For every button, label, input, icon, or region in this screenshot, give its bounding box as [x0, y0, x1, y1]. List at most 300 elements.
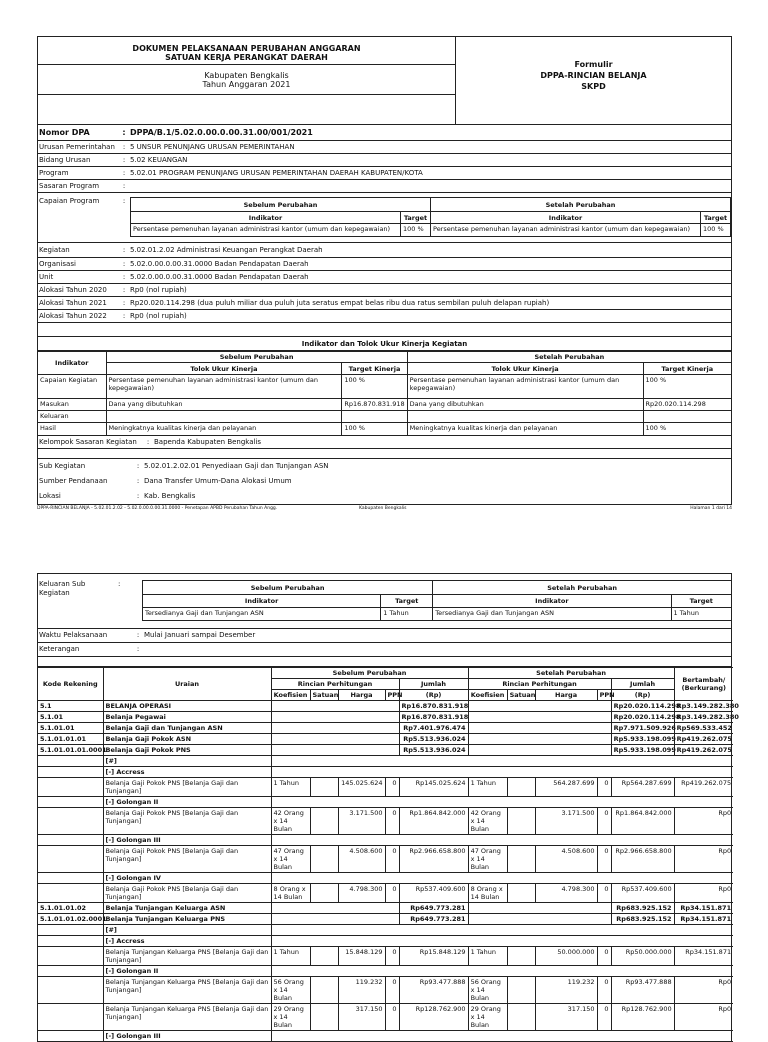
indikator-header: Indikator: [131, 212, 401, 224]
alokasi-2021-row: Alokasi Tahun 2021 : Rp20.020.114.298 (dua puluh miliar dua puluh juta seratus empat belas ribu dua ratus sembilan puluh delapan rupiah): [38, 297, 731, 310]
cell-ja: Rp93.477.888: [611, 977, 674, 1004]
cell-empty: [468, 712, 611, 723]
cell-jb: Rp15.848.129: [399, 947, 468, 966]
kinerja-row: [38, 375, 731, 399]
table-row: [38, 712, 733, 723]
nomor-dpa-row: Nomor DPA : DPPA/B.1/5.02.0.00.0.00.31.00/001/2021: [38, 125, 731, 141]
capaian-program-row: Capaian Program : Sebelum Perubahan Setelah Perubahan Indikator Target Indikator Target Persentase pemenuhan layanan administrasi kantor (umum dan kepegawaian) 100 % Persentase pemenuhan layanan administrasi kantor (umum dan kepegawaian) 100 %: [38, 193, 731, 243]
kinerja-indikator: Keluaran: [38, 411, 106, 423]
kinerja-tolok-after: Dana yang dibutuhkan: [407, 399, 643, 411]
jumlah-header: Jumlah: [399, 679, 468, 690]
cell-empty: [507, 947, 535, 966]
kinerja-tolok-after: [407, 411, 643, 423]
rp-header: (Rp): [399, 690, 468, 701]
koefisien-header: Koefisien: [468, 690, 507, 701]
alokasi-2022-row: Alokasi Tahun 2022 : Rp0 (nol rupiah): [38, 310, 731, 323]
kegiatan-row: Kegiatan : 5.02.01.2.02 Administrasi Keuangan Perangkat Daerah: [38, 243, 731, 258]
document-title: [38, 37, 455, 65]
sumber-row: Sumber Pendanaan : Dana Transfer Umum-Dana Alokasi Umum: [38, 474, 731, 489]
program-value: 5.02.01 PROGRAM PENUNJANG URUSAN PEMERINTAHAN DAERAH KABUPATEN/KOTA: [130, 168, 423, 177]
cell-hb: 3.171.500: [338, 808, 385, 835]
cell-empty: [507, 1004, 535, 1031]
cell-ur: [-] Golongan III: [103, 1031, 271, 1042]
cell-ka: 1 Tahun: [468, 778, 507, 797]
cell-pb: 0: [385, 846, 399, 873]
table-row: [38, 756, 733, 767]
lokasi-value: Kab. Bengkalis: [144, 492, 196, 500]
kinerja-indikator: Capaian Kegiatan: [38, 375, 106, 399]
rincian-perhitungan-header: Rincian Perhitungan: [271, 679, 399, 690]
cell-ur: Belanja Tunjangan Keluarga PNS [Belanja Gaji dan Tunjangan]: [103, 947, 271, 966]
keluaran-target-header: Target: [671, 595, 731, 608]
table-row: [38, 903, 733, 914]
kinerja-target-before: 100 %: [342, 375, 407, 399]
cell-d: Rp569.533.452: [674, 723, 733, 734]
keluaran-target-before: 1 Tahun: [381, 608, 433, 621]
cell-ur: Belanja Pegawai: [103, 712, 271, 723]
cell-pa: 0: [597, 1004, 611, 1031]
sumber-value: Dana Transfer Umum-Dana Alokasi Umum: [144, 477, 292, 485]
program-row: Program : 5.02.01 PROGRAM PENUNJANG URUSAN PEMERINTAHAN DAERAH KABUPATEN/KOTA: [38, 167, 731, 180]
cell-empty: [38, 947, 103, 966]
keluaran-table: [142, 580, 731, 621]
cell-empty: [507, 808, 535, 835]
cell-ka: 29 Orang x 14 Bulan: [468, 1004, 507, 1031]
cell-ur: Belanja Tunjangan Keluarga PNS [Belanja Gaji dan Tunjangan]: [103, 977, 271, 1004]
cell-empty: [468, 914, 611, 925]
cell-empty: [271, 734, 399, 745]
cell-kode: 5.1: [38, 701, 103, 712]
cell-jb: Rp537.409.600: [399, 884, 468, 903]
form-label: Formulir: [574, 60, 613, 69]
cell-ja: Rp683.925.152: [611, 914, 674, 925]
cell-empty: [38, 1031, 103, 1042]
cell-ha: 564.287.699: [535, 778, 597, 797]
cell-pb: 0: [385, 1004, 399, 1031]
target-kinerja-header: Target Kinerja: [342, 363, 407, 375]
cell-ka: 1 Tahun: [468, 947, 507, 966]
cell-ur: [#]: [103, 925, 271, 936]
rp-header: (Rp): [611, 690, 674, 701]
capaian-label: Capaian Program: [39, 197, 100, 205]
target-kinerja-header: Target Kinerja: [643, 363, 731, 375]
table-row: [38, 808, 733, 835]
lokasi-row: Lokasi : Kab. Bengkalis: [38, 489, 731, 504]
footer-mid: Kabupaten Bengkalis: [359, 506, 407, 511]
form-name: DPPA-RINCIAN BELANJA: [540, 71, 647, 80]
cell-empty: [38, 966, 103, 977]
cell-ur: [-] Accress: [103, 936, 271, 947]
cell-ja: Rp5.933.198.099: [611, 734, 674, 745]
cell-empty: [38, 835, 103, 846]
cell-jb: Rp16.870.831.918: [399, 712, 468, 723]
cell-ja: Rp5.933.198.099: [611, 745, 674, 756]
cell-empty: [38, 756, 103, 767]
rincian-perhitungan-header: Rincian Perhitungan: [468, 679, 611, 690]
cell-kb: 1 Tahun: [271, 947, 310, 966]
alokasi-2020-value: Rp0 (nol rupiah): [130, 285, 187, 294]
cell-d: Rp0: [674, 808, 733, 835]
rincian-sebelum-header: Sebelum Perubahan: [271, 668, 468, 679]
waktu-row: Waktu Pelaksanaan : Mulai Januari sampai Desember: [38, 629, 731, 643]
fiscal-year: Tahun Anggaran 2021: [202, 79, 291, 89]
footer-right: Halaman 1 dari 14: [690, 506, 732, 511]
cell-kb: 47 Orang x 14 Bulan: [271, 846, 310, 873]
cell-ur: Belanja Tunjangan Keluarga PNS [Belanja Gaji dan Tunjangan]: [103, 1004, 271, 1031]
document-frame-2: [37, 573, 739, 1042]
table-row: [38, 767, 733, 778]
cell-d: Rp34.151.871: [674, 914, 733, 925]
alokasi-2021-label: Alokasi Tahun 2021: [39, 298, 107, 307]
cell-hb: 4.508.600: [338, 846, 385, 873]
sub-kegiatan-row: Sub Kegiatan : 5.02.01.2.02.01 Penyediaan Gaji dan Tunjangan ASN: [38, 459, 731, 474]
cell-empty: [507, 778, 535, 797]
cell-empty: [38, 767, 103, 778]
sub-kegiatan-label: Sub Kegiatan: [39, 462, 86, 470]
kegiatan-label: Kegiatan: [39, 245, 70, 254]
cell-hb: 15.848.129: [338, 947, 385, 966]
cell-kb: 56 Orang x 14 Bulan: [271, 977, 310, 1004]
cell-ur: Belanja Gaji Pokok PNS [Belanja Gaji dan Tunjangan]: [103, 846, 271, 873]
cell-pa: 0: [597, 808, 611, 835]
rincian-setelah-header: Setelah Perubahan: [468, 668, 674, 679]
kinerja-table: [38, 351, 731, 436]
cell-pb: 0: [385, 808, 399, 835]
cell-ur: Belanja Gaji Pokok PNS [Belanja Gaji dan Tunjangan]: [103, 884, 271, 903]
cell-ur: [-] Golongan III: [103, 835, 271, 846]
alokasi-2020-label: Alokasi Tahun 2020: [39, 285, 107, 294]
cell-empty: [468, 745, 611, 756]
cell-jb: Rp16.870.831.918: [399, 701, 468, 712]
kinerja-tolok-before: Dana yang dibutuhkan: [106, 399, 342, 411]
cell-ha: 4.798.300: [535, 884, 597, 903]
cell-pa: 0: [597, 884, 611, 903]
cell-ha: 317.150: [535, 1004, 597, 1031]
program-label: Program: [39, 168, 69, 177]
sumber-label: Sumber Pendanaan: [39, 477, 108, 485]
cell-pb: 0: [385, 977, 399, 1004]
cell-empty: [310, 808, 338, 835]
form-unit: SKPD: [581, 82, 606, 91]
cell-ka: 42 Orang x 14 Bulan: [468, 808, 507, 835]
rincian-belanja-table: [38, 667, 739, 1042]
cell-empty: [310, 778, 338, 797]
kinerja-target-before: [342, 411, 407, 423]
cell-ur: Belanja Gaji Pokok PNS [Belanja Gaji dan Tunjangan]: [103, 778, 271, 797]
table-row: [38, 778, 733, 797]
waktu-value: Mulai Januari sampai Desember: [144, 631, 256, 639]
cell-empty: [271, 1031, 733, 1042]
kinerja-target-before: Rp16.870.831.918: [342, 399, 407, 411]
urusan-label: Urusan Pemerintahan: [39, 142, 115, 151]
region: Kabupaten Bengkalis: [204, 70, 289, 80]
ppn-header: PPN: [597, 690, 611, 701]
indikator-header: Indikator: [431, 212, 701, 224]
nomor-dpa-label: Nomor DPA: [39, 128, 90, 137]
keluaran-sub-row: Keluaran Sub Kegiatan : Sebelum Perubahan Setelah Perubahan Indikator Target Indikator Target Tersedianya Gaji dan Tunjangan ASN 1 Tahun Tersedianya Gaji dan Tunjangan ASN 1 Tahun: [38, 574, 731, 629]
lokasi-label: Lokasi: [39, 492, 61, 500]
cell-pb: 0: [385, 884, 399, 903]
kelompok-label: Kelompok Sasaran Kegiatan: [39, 437, 137, 446]
kegiatan-value: 5.02.01.2.02 Administrasi Keuangan Perangkat Daerah: [130, 245, 323, 254]
cell-kode: 5.1.01.01.02.0001: [40, 915, 107, 923]
cell-hb: 145.025.624: [338, 778, 385, 797]
cell-kode: 5.1.01: [38, 712, 103, 723]
sub-kegiatan-value: 5.02.01.2.02.01 Penyediaan Gaji dan Tunjangan ASN: [144, 462, 329, 470]
kinerja-tolok-after: Meningkatnya kualitas kinerja dan pelayanan: [407, 423, 643, 436]
keluaran-indikator-before: Tersedianya Gaji dan Tunjangan ASN: [143, 608, 381, 621]
kinerja-indikator: Masukan: [38, 399, 106, 411]
cell-empty: [38, 936, 103, 947]
tolok-header: Tolok Ukur Kinerja: [106, 363, 342, 375]
cell-ur: [#]: [103, 756, 271, 767]
cell-kb: 8 Orang x 14 Bulan: [271, 884, 310, 903]
cell-jb: Rp1.864.842.000: [399, 808, 468, 835]
table-row: [38, 873, 733, 884]
sebelum-header: Sebelum Perubahan: [131, 198, 431, 212]
kinerja-sebelum-header: Sebelum Perubahan: [106, 352, 407, 363]
cell-ha: 119.232: [535, 977, 597, 1004]
cell-ja: Rp683.925.152: [611, 903, 674, 914]
keluaran-target-header: Target: [381, 595, 433, 608]
cell-kb: 42 Orang x 14 Bulan: [271, 808, 310, 835]
capaian-table: [130, 197, 731, 237]
cell-jb: Rp649.773.281: [399, 903, 468, 914]
cell-kode: 5.1.01.01.02: [38, 903, 103, 914]
keluaran-indikator-after: Tersedianya Gaji dan Tunjangan ASN: [433, 608, 671, 621]
cell-d: Rp3.149.282.380: [674, 701, 733, 712]
capaian-target-after: 100 %: [701, 224, 731, 237]
cell-empty: [271, 966, 733, 977]
unit-row: Unit : 5.02.0.00.0.00.31.0000 Badan Pendapatan Daerah: [38, 271, 731, 284]
cell-ja: Rp20.020.114.298: [611, 701, 674, 712]
cell-ha: 3.171.500: [535, 808, 597, 835]
alokasi-2022-label: Alokasi Tahun 2022: [39, 311, 107, 320]
uraian-header: Uraian: [103, 668, 271, 701]
document-page-1: [37, 36, 732, 516]
table-row: [38, 797, 733, 808]
bidang-row: Bidang Urusan : 5.02 KEUANGAN: [38, 154, 731, 167]
keluaran-target-after: 1 Tahun: [671, 608, 731, 621]
cell-hb: 4.798.300: [338, 884, 385, 903]
cell-empty: [310, 947, 338, 966]
kinerja-row: [38, 411, 731, 423]
cell-ur: Belanja Gaji dan Tunjangan ASN: [103, 723, 271, 734]
cell-ja: Rp7.971.509.926: [611, 723, 674, 734]
table-row: [38, 701, 733, 712]
table-row: [38, 977, 733, 1004]
setelah-header: Setelah Perubahan: [431, 198, 731, 212]
unit-label: Unit: [39, 272, 54, 281]
cell-jb: Rp5.513.936.024: [399, 745, 468, 756]
cell-ur: Belanja Gaji Pokok ASN: [103, 734, 271, 745]
koefisien-header: Koefisien: [271, 690, 310, 701]
region-year: [38, 65, 455, 95]
organisasi-label: Organisasi: [39, 259, 76, 268]
cell-ur: Belanja Gaji Pokok PNS [Belanja Gaji dan Tunjangan]: [103, 808, 271, 835]
cell-d: Rp0: [674, 977, 733, 1004]
table-row: [38, 835, 733, 846]
document-header: [38, 37, 731, 125]
document-page-2: [37, 573, 739, 1040]
cell-jb: Rp7.401.976.474: [399, 723, 468, 734]
cell-empty: [38, 797, 103, 808]
cell-empty: [271, 712, 399, 723]
sasaran-label: Sasaran Program: [39, 181, 100, 190]
cell-empty: [468, 723, 611, 734]
bidang-label: Bidang Urusan: [39, 155, 91, 164]
capaian-indikator-before: Persentase pemenuhan layanan administrasi kantor (umum dan kepegawaian): [131, 224, 401, 237]
kinerja-indikator-header: Indikator: [38, 352, 106, 375]
cell-empty: [310, 884, 338, 903]
cell-empty: [271, 797, 733, 808]
cell-ja: Rp537.409.600: [611, 884, 674, 903]
cell-empty: [271, 745, 399, 756]
rincian-body: [38, 701, 739, 1042]
kode-rekening-header: Kode Rekening: [38, 668, 103, 701]
satuan-header: Satuan: [507, 690, 535, 701]
bertambah-header: Bertambah/ (Berkurang): [674, 668, 733, 701]
cell-ur: Belanja Tunjangan Keluarga PNS: [103, 914, 271, 925]
table-row: [38, 884, 733, 903]
table-row: [38, 966, 733, 977]
cell-kb: 29 Orang x 14 Bulan: [271, 1004, 310, 1031]
cell-ur: BELANJA OPERASI: [103, 701, 271, 712]
cell-empty: [310, 846, 338, 873]
cell-empty: [271, 873, 733, 884]
cell-hb: 119.232: [338, 977, 385, 1004]
ppn-header: PPN: [385, 690, 399, 701]
kinerja-tolok-before: Meningkatnya kualitas kinerja dan pelayanan: [106, 423, 342, 436]
cell-d: Rp419.262.075: [674, 734, 733, 745]
keluaran-setelah-header: Setelah Perubahan: [433, 581, 731, 595]
cell-empty: [310, 977, 338, 1004]
table-row: [38, 1004, 733, 1031]
cell-d: Rp34.151.871: [674, 947, 733, 966]
bidang-value: 5.02 KEUANGAN: [130, 155, 188, 164]
cell-ur: [-] Golongan IV: [103, 873, 271, 884]
table-row: [38, 925, 733, 936]
cell-ja: Rp1.864.842.000: [611, 808, 674, 835]
cell-jb: Rp649.773.281: [399, 914, 468, 925]
satuan-header: Satuan: [310, 690, 338, 701]
cell-pa: 0: [597, 947, 611, 966]
cell-empty: [310, 1004, 338, 1031]
alokasi-2022-value: Rp0 (nol rupiah): [130, 311, 187, 320]
harga-header: Harga: [338, 690, 385, 701]
cell-empty: [271, 903, 399, 914]
cell-empty: [271, 701, 399, 712]
cell-pb: 0: [385, 778, 399, 797]
target-header: Target: [401, 212, 431, 224]
cell-ja: Rp564.287.699: [611, 778, 674, 797]
cell-d: Rp0: [674, 1004, 733, 1031]
kelompok-value: Bapenda Kabupaten Bengkalis: [154, 437, 262, 446]
cell-empty: [271, 767, 733, 778]
cell-jb: Rp93.477.888: [399, 977, 468, 1004]
cell-empty: [271, 756, 733, 767]
cell-empty: [38, 808, 103, 835]
cell-ka: 8 Orang x 14 Bulan: [468, 884, 507, 903]
cell-pa: 0: [597, 977, 611, 1004]
cell-ja: Rp20.020.114.298: [611, 712, 674, 723]
cell-jb: Rp5.513.936.024: [399, 734, 468, 745]
title-line-1: DOKUMEN PELAKSANAAN PERUBAHAN ANGGARAN: [132, 43, 361, 53]
cell-empty: [468, 903, 611, 914]
cell-kb: 1 Tahun: [271, 778, 310, 797]
kinerja-indikator: Hasil: [38, 423, 106, 436]
table-row: [38, 947, 733, 966]
harga-header: Harga: [535, 690, 597, 701]
cell-empty: [507, 977, 535, 1004]
kinerja-tolok-before: Persentase pemenuhan layanan administrasi kantor (umum dan kepegawaian): [106, 375, 342, 399]
cell-hb: 317.150: [338, 1004, 385, 1031]
keluaran-label: Keluaran Sub Kegiatan: [39, 580, 86, 597]
cell-empty: [38, 778, 103, 797]
table-row: [38, 745, 733, 756]
cell-empty: [507, 846, 535, 873]
footer-left: DPPA-RINCIAN BELANJA - 5.02.01.2.02 - 5.02.0.00.0.00.31.0000 - Penetapan APBD Perubahan Tahun Angg.: [37, 506, 278, 511]
cell-kode: 5.1.01.01.01.0001: [40, 746, 107, 754]
cell-kode: 5.1.01.01: [38, 723, 103, 734]
kinerja-target-after: [643, 411, 731, 423]
cell-empty: [468, 734, 611, 745]
cell-empty: [271, 914, 399, 925]
cell-empty: [38, 1004, 103, 1031]
nomor-dpa-value: DPPA/B.1/5.02.0.00.0.00.31.00/001/2021: [130, 128, 313, 137]
sasaran-row: Sasaran Program :: [38, 180, 731, 193]
organisasi-value: 5.02.0.00.0.00.31.0000 Badan Pendapatan Daerah: [130, 259, 309, 268]
jumlah-header: Jumlah: [611, 679, 674, 690]
cell-ha: 4.508.600: [535, 846, 597, 873]
cell-ja: Rp128.762.900: [611, 1004, 674, 1031]
organisasi-row: Organisasi : 5.02.0.00.0.00.31.0000 Badan Pendapatan Daerah: [38, 258, 731, 271]
cell-d: Rp0: [674, 846, 733, 873]
cell-pa: 0: [597, 846, 611, 873]
cell-jb: Rp128.762.900: [399, 1004, 468, 1031]
keluaran-sebelum-header: Sebelum Perubahan: [143, 581, 433, 595]
cell-ha: 50.000.000: [535, 947, 597, 966]
form-label-box: [456, 37, 731, 124]
table-row: [38, 936, 733, 947]
urusan-row: Urusan Pemerintahan : 5 UNSUR PENUNJANG URUSAN PEMERINTAHAN: [38, 141, 731, 154]
cell-d: Rp3.149.282.380: [674, 712, 733, 723]
kinerja-target-after: 100 %: [643, 375, 731, 399]
cell-empty: [38, 977, 103, 1004]
cell-ur: Belanja Gaji Pokok PNS: [103, 745, 271, 756]
cell-pa: 0: [597, 778, 611, 797]
kelompok-sasaran-row: Kelompok Sasaran Kegiatan : Bapenda Kabupaten Bengkalis: [38, 436, 731, 449]
title-line-2: SATUAN KERJA PERANGKAT DAERAH: [165, 52, 328, 62]
alokasi-2021-value: Rp20.020.114.298 (dua puluh miliar dua puluh juta seratus empat belas ribu dua ratus sembilan puluh delapan rupiah): [130, 298, 550, 307]
cell-kode: 5.1.01.01.01: [38, 734, 103, 745]
kinerja-tolok-before: [106, 411, 342, 423]
alokasi-2020-row: Alokasi Tahun 2020 : Rp0 (nol rupiah): [38, 284, 731, 297]
keluaran-indikator-header: Indikator: [433, 595, 671, 608]
kinerja-target-before: 100 %: [342, 423, 407, 436]
waktu-label: Waktu Pelaksanaan: [39, 631, 108, 639]
cell-d: Rp0: [674, 884, 733, 903]
cell-ja: Rp50.000.000: [611, 947, 674, 966]
cell-d: Rp419.262.075: [674, 745, 733, 756]
cell-empty: [38, 925, 103, 936]
cell-pb: 0: [385, 947, 399, 966]
keterangan-row: Keterangan :: [38, 643, 731, 657]
cell-empty: [271, 723, 399, 734]
unit-value: 5.02.0.00.0.00.31.0000 Badan Pendapatan Daerah: [130, 272, 309, 281]
kinerja-row: [38, 399, 731, 411]
capaian-target-before: 100 %: [401, 224, 431, 237]
